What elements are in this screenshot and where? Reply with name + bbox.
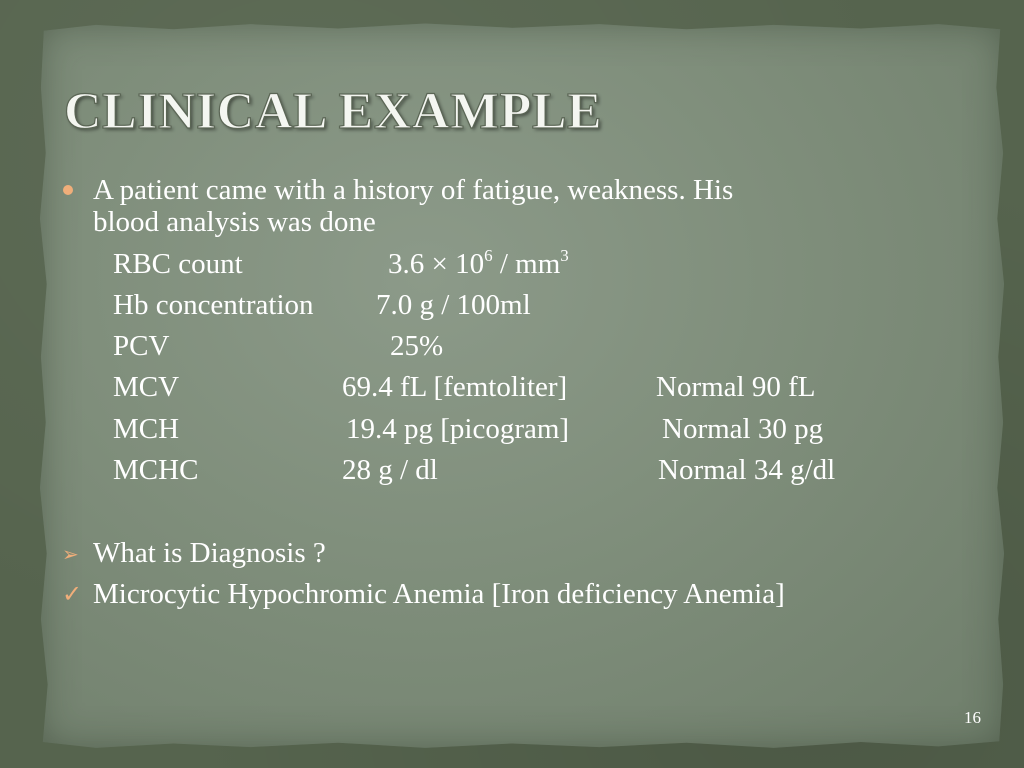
intro-line-2: blood analysis was done: [93, 206, 376, 238]
lab-normal-mcv: Normal 90 fL: [656, 371, 816, 403]
lab-value-mchc: 28 g / dl: [342, 454, 438, 486]
lab-value-mcv: 69.4 fL [femtoliter]: [342, 371, 568, 403]
diagnosis-answer: Microcytic Hypochromic Anemia [Iron deficiency Anemia]: [93, 578, 785, 610]
checkmark-icon: ✓: [62, 582, 83, 608]
slide-number: 16: [964, 708, 981, 727]
lab-normal-mch: Normal 30 pg: [662, 413, 824, 445]
lab-name-pcv: PCV: [113, 330, 170, 362]
lab-name-hb: Hb concentration: [113, 289, 314, 321]
lab-name-rbc: RBC count: [113, 248, 243, 280]
lab-normal-mchc: Normal 34 g/dl: [658, 454, 836, 486]
lab-name-mch: MCH: [113, 413, 180, 445]
lab-value-mch: 19.4 pg [picogram]: [346, 413, 570, 445]
lab-value-rbc: $3.6 \times 10^6 / mm^3$: [388, 246, 569, 280]
lab-value-pcv: 25%: [390, 330, 444, 362]
lab-name-mchc: MCHC: [113, 454, 199, 486]
round-bullet-icon: [63, 185, 73, 195]
slide-title: CLINICAL EXAMPLE: [64, 83, 603, 140]
intro-line-1: A patient came with a history of fatigue, weakness. His: [93, 174, 734, 206]
diagnosis-question: What is Diagnosis ?: [93, 537, 326, 569]
arrow-right-bullet-icon: ➢: [62, 544, 79, 566]
lab-name-mcv: MCV: [113, 371, 180, 403]
lab-value-hb: 7.0 g / 100ml: [376, 289, 531, 321]
